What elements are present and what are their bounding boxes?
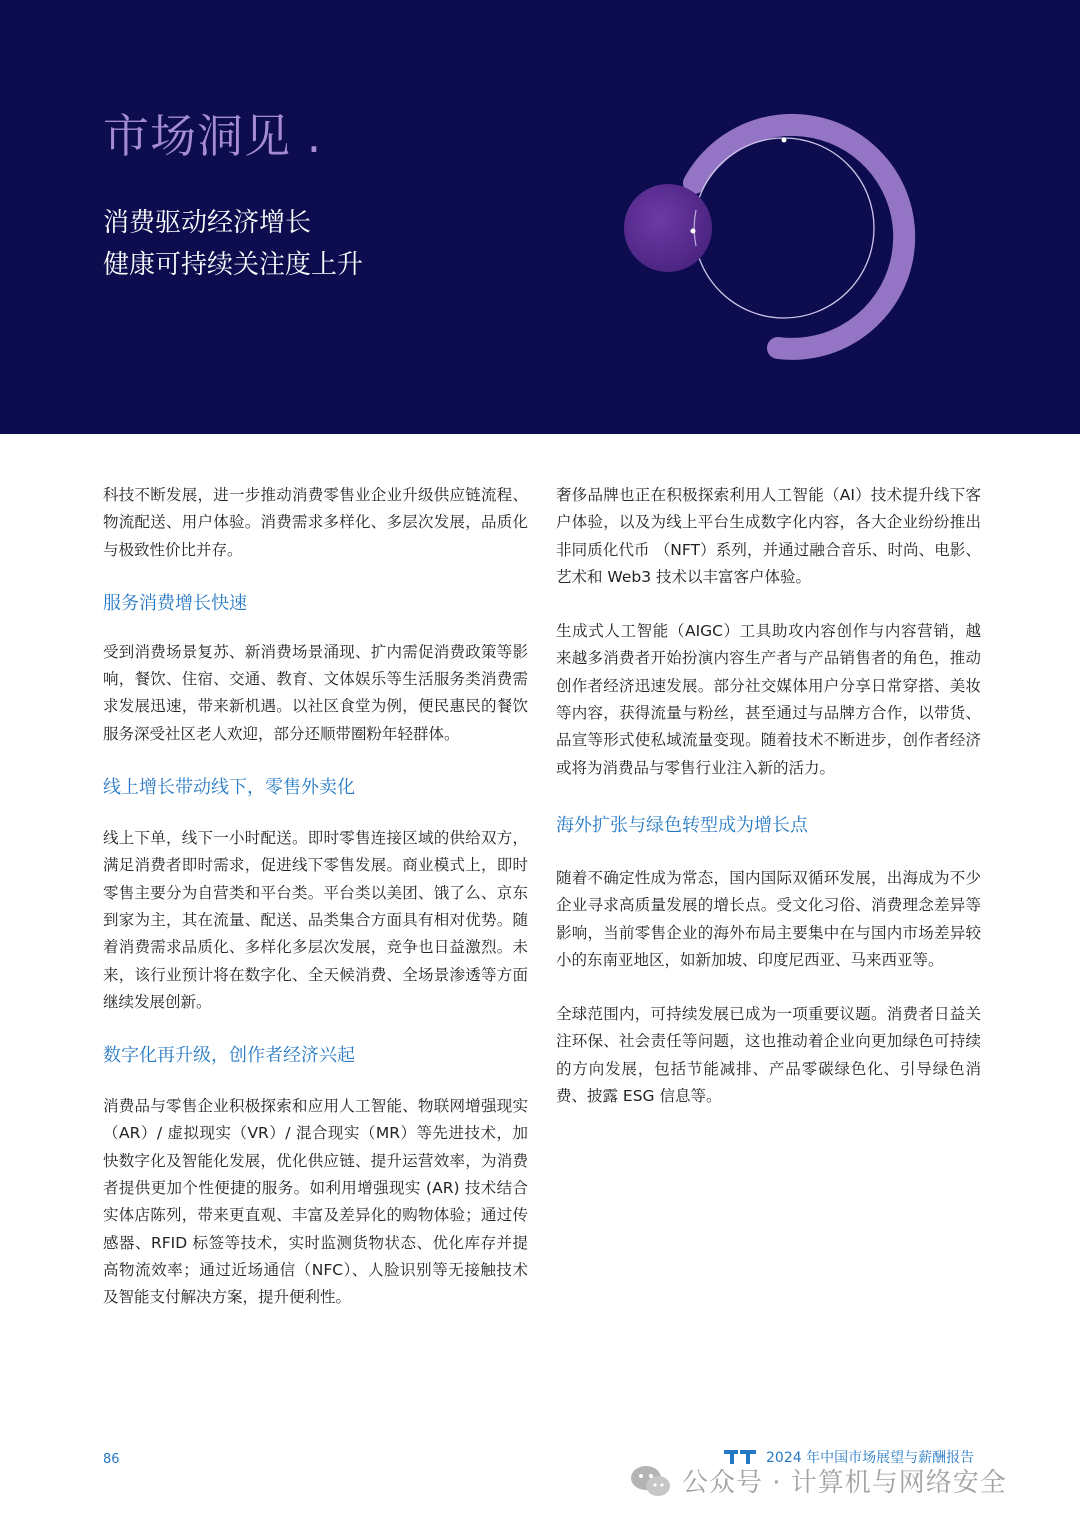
section-heading-service-consumption: 服务消费增长快速	[103, 592, 247, 614]
hero-subtitle-line-2: 健康可持续关注度上升	[103, 250, 364, 280]
page-number: 86	[103, 1452, 120, 1467]
section-heading-online-offline: 线上增长带动线下，零售外卖化	[103, 777, 355, 799]
hero-banner	[0, 0, 1080, 434]
watermark	[630, 1462, 1007, 1499]
section-heading-overseas-green: 海外扩张与绿色转型成为增长点	[556, 814, 808, 836]
service-consumption-paragraph: 受到消费场景复苏、新消费场景涌现、扩内需促消费政策等影响，餐饮、住宿、交通、教育、文体娱乐等生活服务类消费需求发展迅速，带来新机遇。以社区食堂为例，便民惠民的餐饮服务深受社区老人欢迎，部分还顺带圈粉年轻群体。	[103, 642, 528, 743]
inner-thin-ring	[694, 138, 874, 318]
watermark-text: 公众号 · 计算机与网络安全	[682, 1468, 1007, 1498]
section-heading-digitalization: 数字化再升级，创作者经济兴起	[103, 1045, 355, 1067]
purple-orb	[624, 184, 712, 272]
ring-dot-left	[691, 229, 696, 234]
luxury-brands-paragraph: 奢侈品牌也正在积极探索利用人工智能（AI）技术提升线下客户体验，以及为线上平台生成数字化内容，各大企业纷纷推出非同质化代币 （NFT）系列，并通过融合音乐、时尚、电影、艺术和 Web3 技术以丰富客户体验。	[556, 486, 981, 586]
outer-arc	[694, 125, 904, 349]
footer-report-title: 2024 年中国市场展望与薪酬报告	[766, 1450, 975, 1466]
online-offline-paragraph: 线上下单，线下一小时配送。即时零售连接区域的供给双方，满足消费者即时需求，促进线下零售发展。商业模式上，即时零售主要分为自营类和平台类。平台类以美团、饿了么、京东到家为主，其在流量、配送、品类集合方面具有相对优势。随着消费需求品质化、多样化多层次发展，竞争也日益激烈。未来，该行业预计将在数字化、全天候消费、全场景渗透等方面继续发展创新。	[103, 829, 528, 1011]
hero-subtitle-line-1: 消费驱动经济增长	[103, 208, 312, 238]
aigc-paragraph: 生成式人工智能（AIGC）工具助攻内容创作与内容营销，越来越多消费者开始扮演内容生产者与产品销售者的角色，推动创作者经济迅速发展。部分社交媒体用户分享日常穿搭、美妆等内容，获得流量与粉丝，甚至通过与品牌方合作，以带货、品宣等形式使私域流量变现。随着技术不断进步，创作者经济或将为消费品与零售行业注入新的活力。	[556, 622, 981, 777]
wechat-icon	[630, 1464, 672, 1498]
digitalization-paragraph: 消费品与零售企业积极探索和应用人工智能、物联网增强现实（AR）/ 虚拟现实（VR）/ 混合现实（MR）等先进技术，加快数字化及智能化发展，优化供应链、提升运营效率，为消费者提供更加个性便捷的服务。如利用增强现实 (AR) 技术结合实体店陈列，带来更直观、丰富及差异化的购物体验；通过传感器、RFID 标签等技术，实时监测货物状态、优化库存并提高物流效率；通过近场通信（NFC）、人脸识别等无接触技术及智能支付解决方案，提升便利性。	[103, 1097, 528, 1307]
sustainability-paragraph: 全球范围内，可持续发展已成为一项重要议题。消费者日益关注环保、社会责任等问题，这也推动着企业向更加绿色可持续的方向发展，包括节能减排、产品零碳绿色化、引导绿色消费、披露 ESG 信息等。	[556, 1005, 981, 1106]
intro-paragraph: 科技不断发展，进一步推动消费零售业企业升级供应链流程、物流配送、用户体验。消费需求多样化、多层次发展，品质化与极致性价比并存。	[103, 486, 528, 559]
ring-dot-top	[782, 138, 787, 143]
page-title: 市场洞见 .	[103, 109, 323, 163]
decorative-ring-graphic	[600, 80, 930, 380]
overseas-paragraph: 随着不确定性成为常态，国内国际双循环发展，出海成为不少企业寻求高质量发展的增长点。受文化习俗、消费理念差异等影响，当前零售企业的海外布局主要集中在与国内市场差异较小的东南亚地区，如新加坡、印度尼西亚、马来西亚等。	[556, 868, 981, 969]
right-column	[556, 482, 981, 1110]
left-column	[103, 482, 528, 1312]
